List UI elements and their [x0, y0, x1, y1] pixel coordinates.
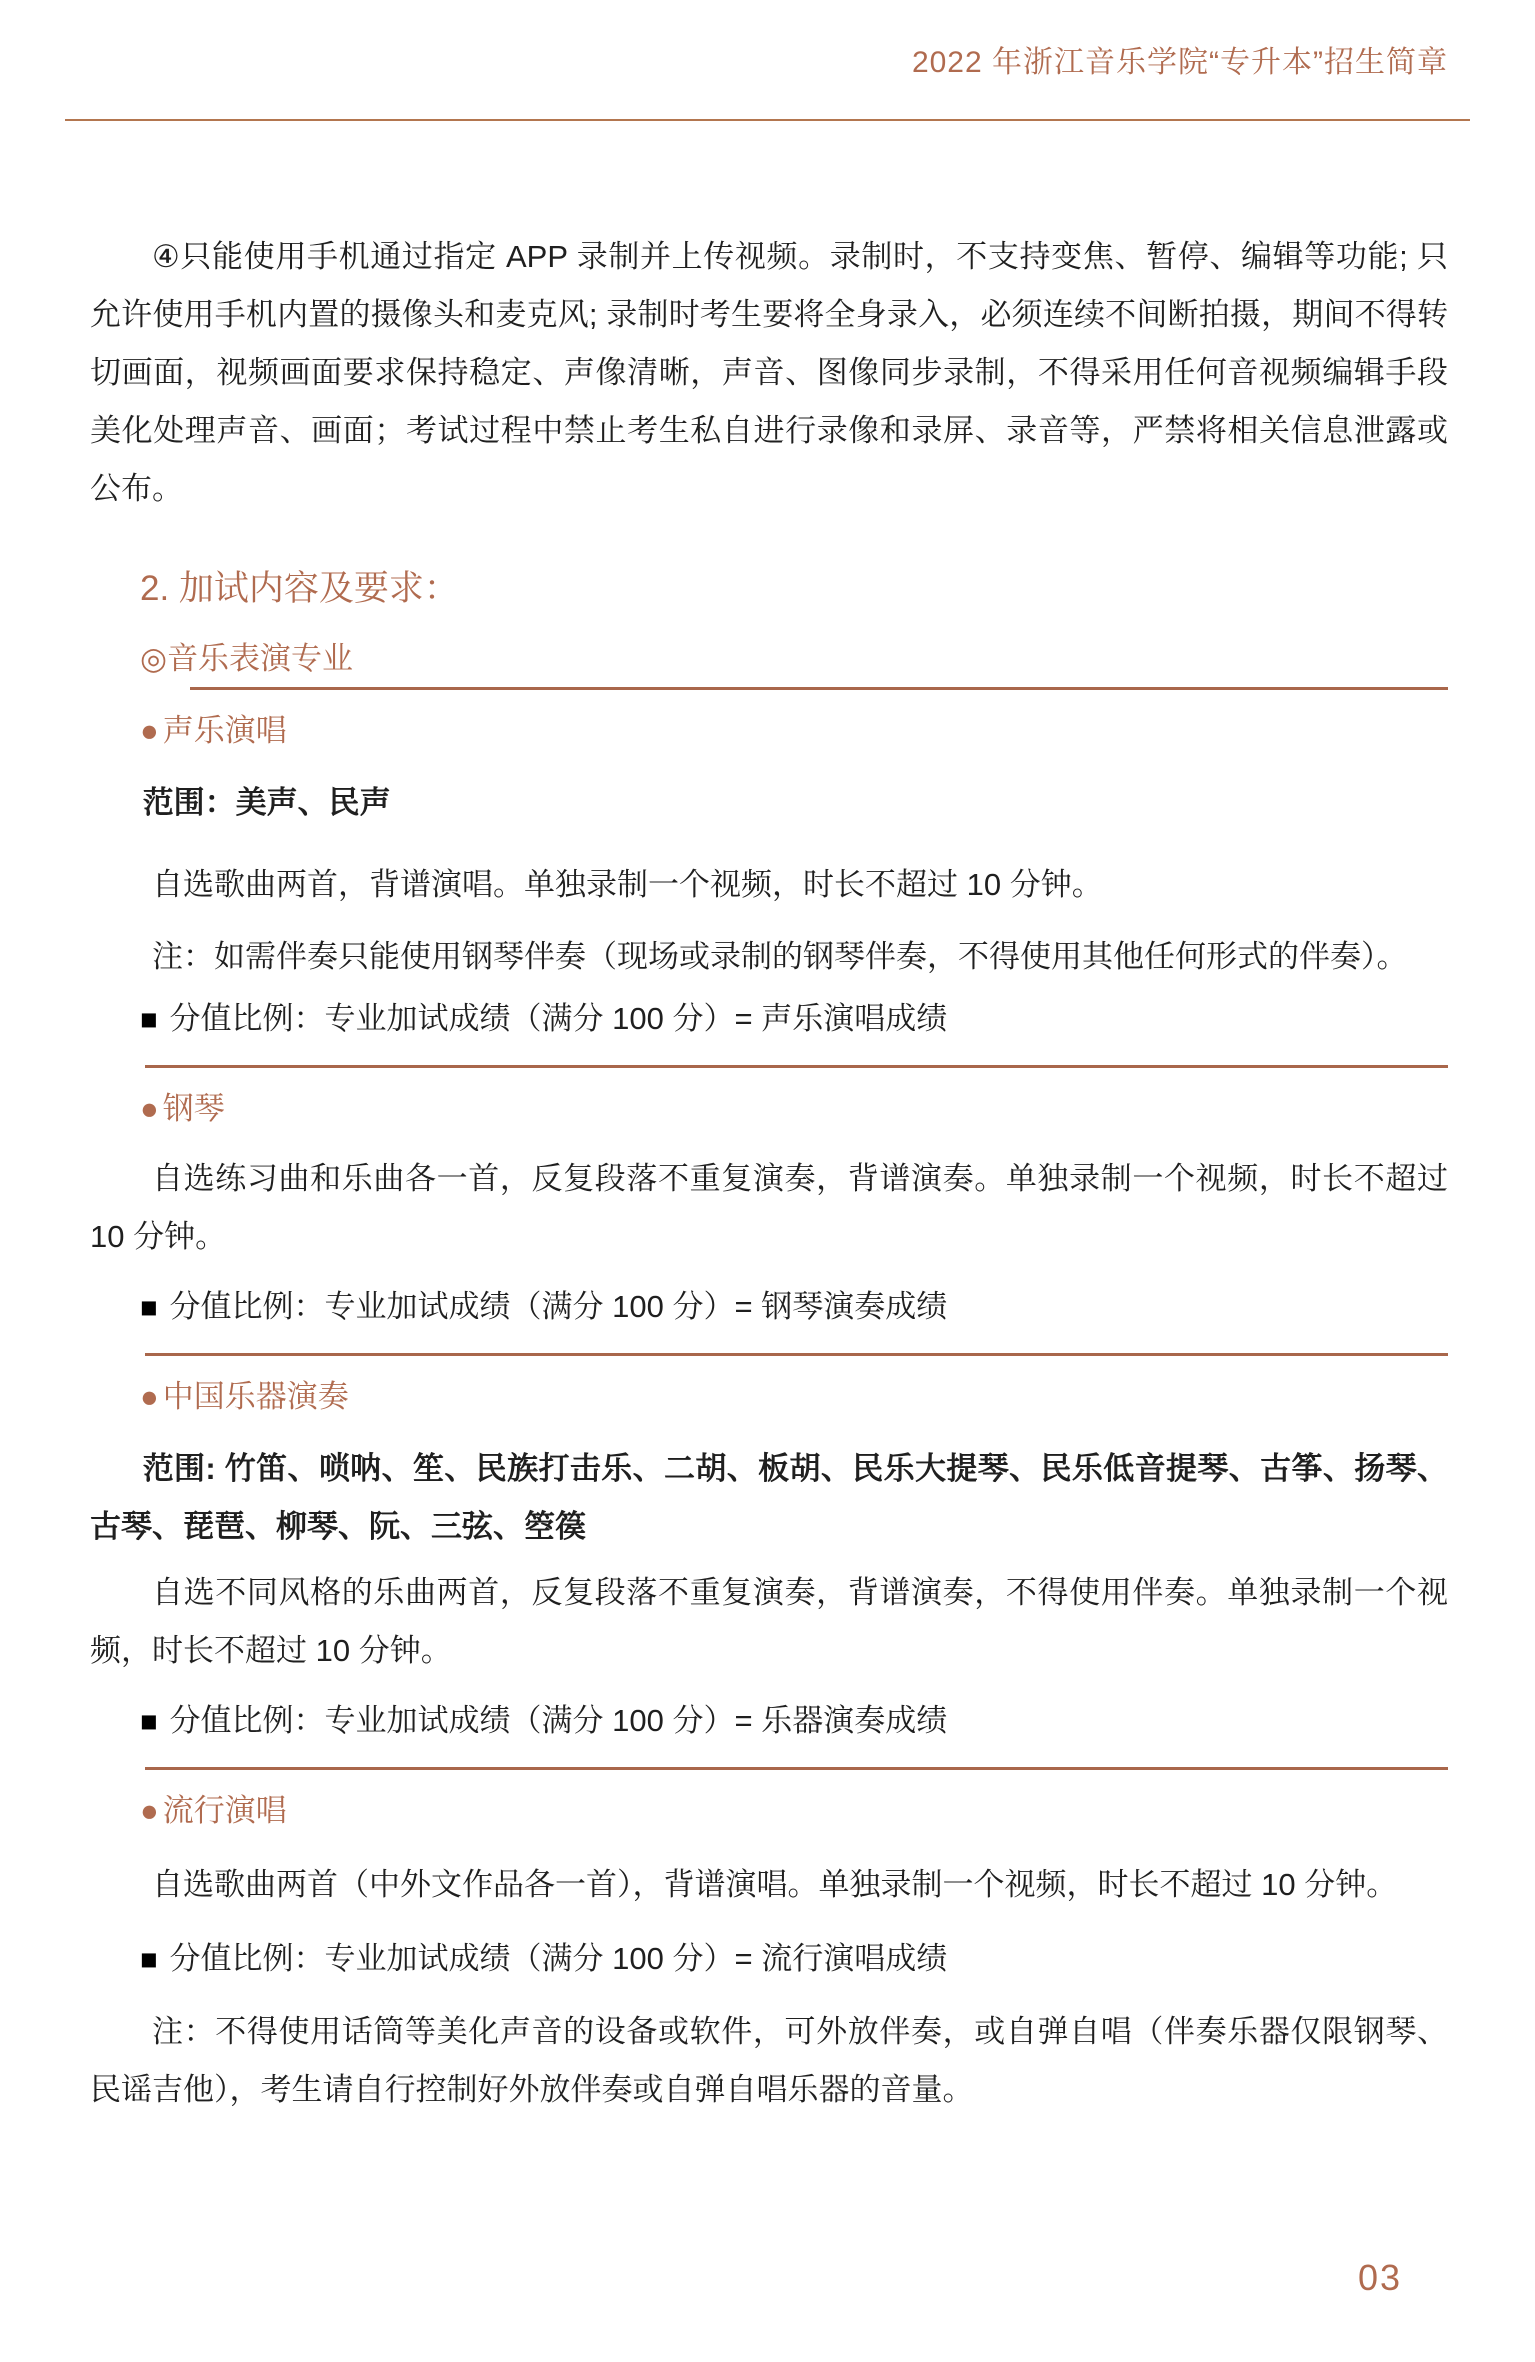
- score-line-piano: [140, 1278, 1448, 1337]
- header-divider: [65, 119, 1470, 121]
- section-divider: [145, 1065, 1448, 1068]
- scope-line-vocal: 范围：美声、民声: [142, 785, 391, 820]
- major-heading-label: 音乐表演专业: [167, 641, 354, 676]
- note-paragraph-pop-vocal: 注：不得使用话筒等美化声音的设备或软件，可外放伴奏，或自弹自唱（伴奏乐器仅限钢琴、民谣吉他），考生请自行控制好外放伴奏或自弹自唱乐器的音量。: [90, 2014, 1448, 2107]
- square-marker-icon: ■: [140, 1706, 158, 1738]
- section-divider: [145, 1353, 1448, 1356]
- paragraph-chinese-instruments: 自选不同风格的乐曲两首，反复段落不重复演奏，背谱演奏，不得使用伴奏。单独录制一个视频，时长不超过 10 分钟。: [90, 1575, 1448, 1668]
- section-divider: [145, 1767, 1448, 1770]
- paragraph-vocal: 自选歌曲两首，背谱演唱。单独录制一个视频，时长不超过 10 分钟。: [152, 867, 1103, 902]
- score-text-chinese-instruments: 分值比例：专业加试成绩（满分 100 分）= 乐器演奏成绩: [169, 1703, 948, 1738]
- subsection-title-chinese-instruments: [140, 1376, 1448, 1418]
- score-line-pop-vocal: [140, 1930, 1448, 1989]
- square-marker-icon: ■: [140, 1292, 158, 1324]
- header-title: 2022 年浙江音乐学院“专升本”招生简章: [911, 46, 1448, 79]
- score-line-chinese-instruments: [140, 1692, 1448, 1751]
- bullet-icon: ●: [140, 1793, 159, 1828]
- intro-paragraph: ④只能使用手机通过指定 APP 录制并上传视频。录制时，不支持变焦、暂停、编辑等功能; 只允许使用手机内置的摄像头和麦克风; 录制时考生要将全身录入，必须连续不间断拍摄，期间不得转切画面，视频画面要求保持稳定、声像清晰，声音、图像同步录制，不得采用任何音视频编辑手段美化处理声音、画面；考试过程中禁止考生私自进行录像和录屏、录音等，严禁将相关信息泄露或公布。: [90, 239, 1448, 506]
- subsection-title-label: 流行演唱: [162, 1793, 287, 1828]
- page-number: 03: [1357, 2257, 1402, 2298]
- bullet-icon: ●: [140, 713, 159, 748]
- scope-line-chinese-instruments: 范围: 竹笛、唢呐、笙、民族打击乐、二胡、板胡、民乐大提琴、民乐低音提琴、古筝、扬琴、古琴、琵琶、柳琴、阮、三弦、箜篌: [90, 1451, 1448, 1544]
- paragraph-piano: 自选练习曲和乐曲各一首，反复段落不重复演奏，背谱演奏。单独录制一个视频，时长不超过 10 分钟。: [90, 1161, 1448, 1254]
- bullet-icon: ●: [140, 1379, 159, 1414]
- score-text-vocal: 分值比例：专业加试成绩（满分 100 分）= 声乐演唱成绩: [169, 1001, 948, 1036]
- major-heading: [140, 638, 1448, 680]
- double-circle-icon: ◎: [140, 641, 168, 676]
- square-marker-icon: ■: [140, 1004, 158, 1036]
- subsection-title-vocal: [140, 710, 1448, 752]
- square-marker-icon: ■: [140, 1944, 158, 1976]
- note-paragraph-vocal: 注：如需伴奏只能使用钢琴伴奏（现场或录制的钢琴伴奏，不得使用其他任何形式的伴奏）。: [152, 939, 1408, 974]
- subsection-title-piano: [140, 1088, 1448, 1130]
- score-text-piano: 分值比例：专业加试成绩（满分 100 分）= 钢琴演奏成绩: [169, 1289, 948, 1324]
- subsection-title-label: 声乐演唱: [162, 713, 287, 748]
- section-heading: 2. 加试内容及要求：: [140, 569, 459, 608]
- score-line-vocal: [140, 990, 1448, 1049]
- bullet-icon: ●: [140, 1091, 159, 1126]
- section-divider: [190, 687, 1448, 690]
- subsection-title-pop-vocal: [140, 1790, 1448, 1832]
- subsection-title-label: 钢琴: [162, 1091, 225, 1126]
- subsection-title-label: 中国乐器演奏: [162, 1379, 349, 1414]
- paragraph-pop-vocal: 自选歌曲两首（中外文作品各一首），背谱演唱。单独录制一个视频，时长不超过 10 分钟。: [152, 1867, 1398, 1902]
- score-text-pop-vocal: 分值比例：专业加试成绩（满分 100 分）= 流行演唱成绩: [169, 1941, 948, 1976]
- page-content: [90, 228, 1448, 2119]
